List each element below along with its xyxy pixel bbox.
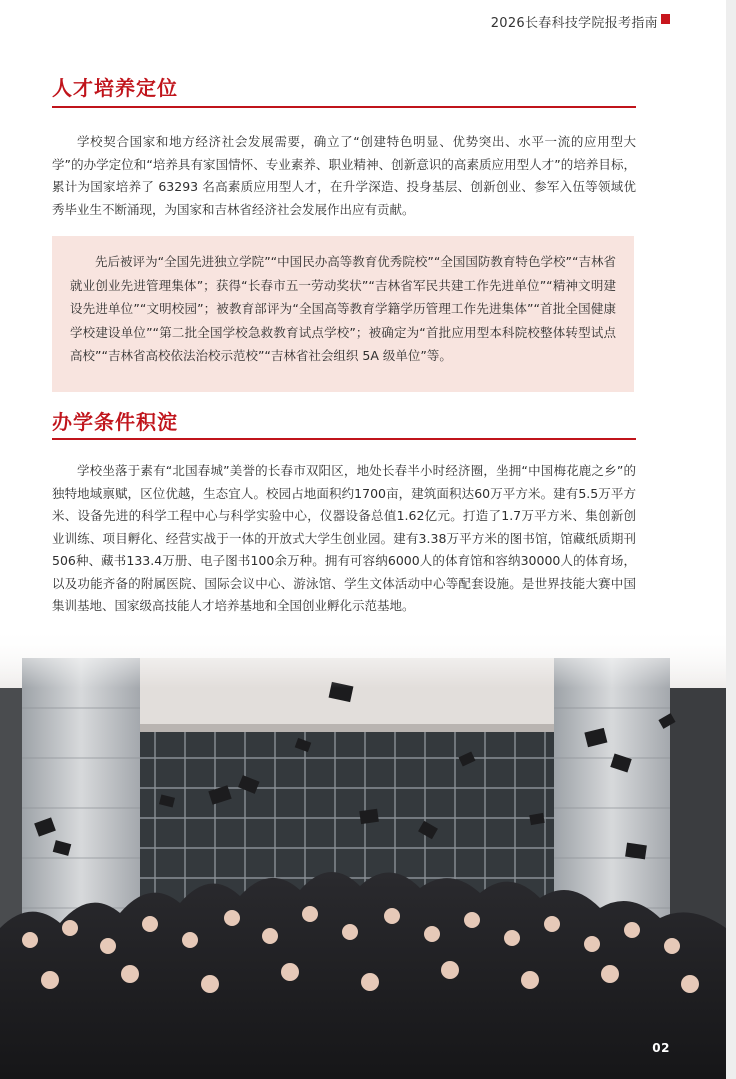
honors-box <box>52 236 634 392</box>
section-divider <box>52 106 636 108</box>
section-divider <box>52 438 636 440</box>
section-title-conditions: 办学条件积淀 <box>52 410 178 434</box>
section-title-talent: 人才培养定位 <box>52 76 178 100</box>
talent-paragraph: 学校契合国家和地方经济社会发展需要，确立了“创建特色明显、优势突出、水平一流的应用型大学”的办学定位和“培养具有家国情怀、专业素养、职业精神、创新意识的高素质应用型人才”的培养目标，累计为国家培养了 63293 名高素质应用型人才，在升学深造、投身基层、创新创业、参军入伍等领域优秀毕业生不断涌现，为国家和吉林省经济社会发展作出应有贡献。 <box>52 134 636 217</box>
graduation-photo <box>0 628 726 1079</box>
conditions-paragraph: 学校坐落于素有“北国春城”美誉的长春市双阳区，地处长春半小时经济圈，坐拥“中国梅花鹿之乡”的独特地域禀赋，区位优越，生态宜人。校园占地面积约1700亩，建筑面积达60万平方米。建有5.5万平方米、设备先进的科学工程中心与科学实验中心，仪器设备总值1.62亿元。打造了1.7万平方米、集创新创业训练、项目孵化、经营实战于一体的开放式大学生创业园。建有3.38万平方米的图书馆，馆藏纸质期刊506种、藏书133.4万册、电子图书100余万种。拥有可容纳6000人的体育馆和容纳30000人的体育场，以及功能齐备的附属医院、国际会议中心、游泳馆、学生文体活动中心等配套设施。是世界技能大赛中国集训基地、国家级高技能人才培养基地和全国创业孵化示范基地。 <box>52 463 636 613</box>
page-number: 02 <box>652 1041 670 1055</box>
header-square-icon <box>661 14 670 24</box>
honors-text: 先后被评为“全国先进独立学院”“中国民办高等教育优秀院校”“全国国防教育特色学校”“吉林省就业创业先进管理集体”；获得“长春市五一劳动奖状”“吉林省军民共建工作先进单位”“精神文明建设先进单位”“文明校园”；被教育部评为“全国高等教育学籍学历管理工作先进集体”“首批全国健康学校建设单位”“第二批全国学校急救教育试点学校”；被确定为“首批应用型本科院校整体转型试点高校”“吉林省高校依法治校示范校”“吉林省社会组织 5A 级单位”等。 <box>70 254 616 363</box>
page-edge <box>726 0 736 1079</box>
header-title: 2026长春科技学院报考指南 <box>490 16 658 31</box>
